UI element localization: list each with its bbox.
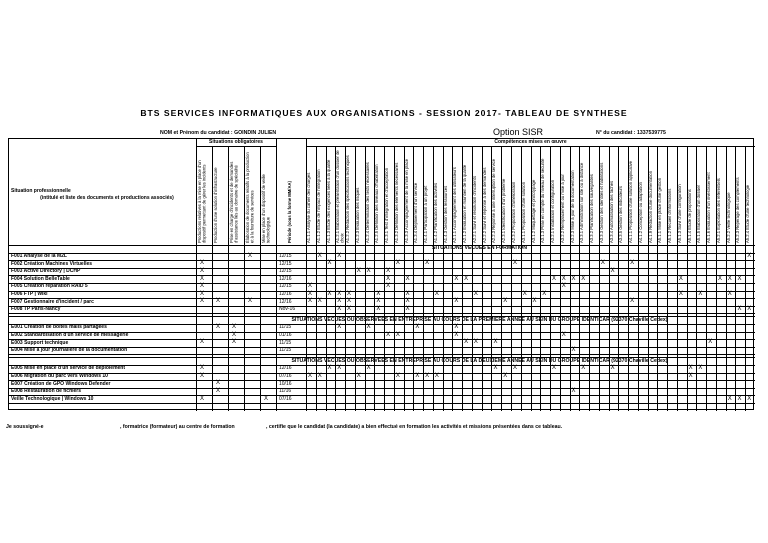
check-mark: X (376, 306, 381, 312)
period-value: 12/15 (279, 252, 292, 259)
check-mark: X (561, 283, 566, 290)
check-mark: X (493, 339, 498, 346)
competence-column-header: A3.3.5 Gestion des indicateurs (618, 185, 624, 243)
check-mark: X (571, 275, 576, 282)
situation-label: E002 Standardisation d'un service de messagerie (11, 331, 129, 338)
grid-line (196, 139, 197, 411)
grid-line (244, 146, 245, 411)
check-mark: X (434, 290, 439, 297)
grid-line (413, 146, 414, 411)
check-mark: X (630, 298, 635, 305)
check-mark: X (216, 388, 221, 394)
period-value: 12/16 (279, 275, 292, 282)
competence-column-header: A1.3.2 Définition des éléments nécessaires (393, 162, 399, 243)
obligatory-column-header: Mise en place d'un dispositif de veille technologique (261, 174, 271, 243)
grid-line (511, 146, 512, 411)
check-mark: X (366, 365, 371, 372)
check-mark: X (688, 365, 693, 372)
situation-label: E003 Support technique (11, 339, 69, 346)
grid-line (648, 146, 649, 411)
check-mark: X (200, 339, 205, 346)
check-mark: X (571, 347, 576, 353)
grid-line (365, 146, 366, 411)
competence-column-header: A2.3.2 Proposition d'amélioration (510, 181, 516, 243)
situation-label: E001 Création de boîtes mails partagées (11, 324, 107, 331)
check-mark: X (376, 290, 381, 297)
check-mark: X (317, 298, 322, 305)
check-mark: X (747, 306, 752, 312)
check-mark: X (216, 324, 221, 331)
grid-line (9, 313, 755, 314)
check-mark: X (200, 298, 205, 305)
grid-line (491, 146, 492, 411)
competence-column-header: A1.4.1 Participation à un projet (423, 185, 429, 243)
grid-line (9, 260, 755, 261)
check-mark: X (356, 372, 361, 379)
check-mark: X (386, 283, 391, 290)
period-value: 12/16 (279, 298, 292, 305)
grid-line (9, 373, 755, 374)
grid-line (212, 146, 213, 411)
check-mark: X (454, 331, 459, 338)
competence-column-header: A5.2.2 Veille technologique (725, 192, 731, 243)
check-mark: X (512, 365, 517, 372)
check-mark: X (337, 252, 342, 259)
period-value: 07/16 (279, 395, 292, 402)
situation-label: F008 TP Paris-Nancy (11, 306, 61, 313)
check-mark: X (747, 395, 752, 402)
grid-line (228, 146, 229, 411)
check-mark: X (327, 365, 332, 372)
check-mark: X (747, 252, 752, 259)
competence-column-header: A1.2.5 Définition des niveaux d'habilitation (374, 164, 380, 243)
check-mark: X (581, 365, 586, 372)
check-mark: X (698, 290, 703, 297)
check-mark: X (503, 372, 508, 379)
period-value: Nov-16 (279, 306, 296, 313)
check-mark: X (717, 275, 722, 282)
check-mark: X (356, 268, 361, 274)
check-mark: X (552, 275, 557, 282)
grid-line (726, 146, 727, 411)
competence-column-header: A5.1.6 Évaluation d'un investissement (706, 172, 712, 243)
situation-label: F004 Solution BelleTable (11, 275, 70, 282)
check-mark: X (610, 268, 615, 274)
competence-column-header: A3.1.2 Maquettage et prototypage (530, 179, 536, 243)
grid-line (589, 146, 590, 411)
situation-label: E008 Restauration de fichiers (11, 388, 82, 395)
competence-column-header: A3.1.1 Proposition d'une solution (520, 181, 526, 243)
check-mark: X (532, 298, 537, 305)
check-mark: X (434, 372, 439, 379)
grid-line (560, 146, 561, 411)
period-value: 12/15 (279, 260, 292, 267)
grid-line (335, 146, 336, 411)
period-value: 12/16 (279, 365, 292, 372)
grid-line (462, 146, 463, 411)
grid-line (452, 146, 453, 411)
check-mark: X (405, 275, 410, 282)
check-mark: X (200, 365, 205, 372)
check-mark: X (232, 324, 237, 331)
check-mark: X (216, 380, 221, 387)
check-mark: X (737, 275, 742, 282)
period-value: 10/16 (279, 380, 292, 387)
check-mark: X (493, 365, 498, 372)
grid-line (9, 388, 755, 389)
competence-column-header: A1.1.1 Analyse du cahier des charges (306, 172, 311, 243)
grid-line (9, 275, 755, 276)
candidate-name: NOM et Prénom du candidat : GOINDIN JULIEN (160, 130, 277, 136)
check-mark: X (425, 260, 430, 267)
competence-column-header: A1.2.3 Évaluation des risques (354, 187, 360, 243)
footer-certification: , certifie que le candidat (la candidate) a bien effectué en formation les activités et missions présentées dans ce tableau. (266, 424, 563, 430)
competence-column-header: A3.2.2 Remplacement ou mise à jour (559, 174, 565, 243)
competence-column-header: A2.3.1 Identification d'un problème (501, 178, 507, 243)
check-mark: X (386, 268, 391, 274)
grid-line (9, 283, 755, 284)
check-mark: X (200, 268, 205, 274)
check-mark: X (415, 324, 420, 331)
check-mark: X (327, 260, 332, 267)
check-mark: X (415, 372, 420, 379)
grid-line (657, 146, 658, 411)
check-mark: X (248, 298, 253, 305)
grid-line (9, 354, 755, 355)
grid-line (687, 146, 688, 411)
grid-line (550, 146, 551, 411)
grid-line (628, 146, 629, 411)
check-mark: X (395, 331, 400, 338)
grid-line (374, 146, 375, 411)
check-mark: X (561, 275, 566, 282)
competence-column-header: A3.2.3 Mise à jour de la documentation (569, 170, 575, 243)
check-mark: X (610, 365, 615, 372)
check-mark: X (317, 372, 322, 379)
check-mark: X (542, 290, 547, 297)
competence-column-header: A5.2.4 Étude d'une technologie (745, 184, 751, 243)
grid-line (638, 146, 639, 411)
period-value: 12/15 (279, 268, 292, 275)
obligatory-column-header: Élaboration de documents relatifs à la production et à la fourniture de services (245, 152, 255, 243)
obligatory-column-header: Prise en charge d'incidents et de demandes d'assistance liés au domaine de spécialité (229, 161, 239, 243)
competence-column-header: A5.1.4 Étude de propositions (686, 189, 692, 243)
grid-line (531, 146, 532, 411)
option-label: Option SISR (493, 127, 544, 137)
competence-column-header: A3.1.3 Prise en compte du niveau de sécurité (540, 158, 546, 243)
grid-line (326, 146, 327, 411)
period-value: 11/15 (279, 347, 292, 354)
grid-line (433, 146, 434, 411)
grid-line (394, 146, 395, 411)
situation-label: F002 Création Machines Virtuelles (11, 260, 93, 267)
check-mark: X (395, 372, 400, 379)
grid-line (482, 146, 483, 411)
competence-column-header: A5.1.1 Mise en place d'une gestion (657, 177, 663, 243)
grid-line (9, 380, 755, 381)
situation-label: F006 FTP | Wiki (11, 290, 48, 297)
competence-column-header: A3.3.4 Automatisation des tâches (608, 180, 614, 243)
grid-line (260, 146, 261, 411)
check-mark: X (200, 372, 205, 379)
check-mark: X (347, 306, 352, 312)
situation-label: E007 Création de GPO Windows Defender (11, 380, 111, 387)
footer-signatory: Je soussigné-e (6, 424, 44, 430)
check-mark: X (464, 275, 469, 282)
section-title: SITUATIONS VECUES OU OBSERVEES EN ENTREPRISE AU COURS DE LA DEUXIEME ANNEE AU SEIN DU GROUPE IDENTICAR (92370 Chaville Cedex) (291, 357, 668, 364)
check-mark: X (708, 339, 713, 346)
grid-line (306, 139, 307, 411)
grid-line (540, 146, 541, 411)
check-mark: X (678, 275, 683, 282)
check-mark: X (386, 331, 391, 338)
check-mark: X (454, 324, 459, 331)
competence-column-header: A3.3.3 Gestion des identités et habilitations (598, 162, 604, 243)
check-mark: X (308, 298, 313, 305)
grid-line (735, 146, 736, 411)
check-mark: X (727, 395, 732, 402)
situation-label: F001 Analyse de la M2L (11, 252, 67, 259)
check-mark: X (308, 290, 313, 297)
period-value: 12/15 (279, 283, 292, 290)
group-competences: Compétences mises en œuvre (494, 139, 567, 145)
check-mark: X (347, 298, 352, 305)
check-mark: X (698, 365, 703, 372)
check-mark: X (522, 290, 527, 297)
situation-label: F005 Création reparation RAID 5 (11, 283, 88, 290)
check-mark: X (248, 252, 253, 259)
competence-column-header: A3.2.1 Installation et configuration (550, 179, 556, 243)
check-mark: X (200, 395, 205, 402)
grid-line (404, 146, 405, 411)
check-mark: X (425, 372, 430, 379)
check-mark: X (337, 290, 342, 297)
competence-column-header: A4.1.9 Rédaction d'une documentation (647, 170, 653, 243)
competence-column-header: A3.3.2 Planification des sauvegardes (589, 174, 595, 243)
grid-line (521, 146, 522, 411)
check-mark: X (308, 372, 313, 379)
period-value: 01/16 (279, 331, 292, 338)
check-mark: X (454, 275, 459, 282)
check-mark: X (337, 306, 342, 312)
check-mark: X (386, 275, 391, 282)
competence-column-header: A3.3.1 Administration sur site ou à distance (579, 162, 585, 243)
check-mark: X (200, 260, 205, 267)
check-mark: X (395, 260, 400, 267)
competence-column-header: A2.2.2 Suivi et réponse à des demandes (481, 167, 487, 243)
check-mark: X (512, 260, 517, 267)
check-mark: X (347, 290, 352, 297)
period-value: 12/16 (279, 290, 292, 297)
check-mark: X (405, 290, 410, 297)
grid-line (9, 339, 755, 340)
check-mark: X (737, 306, 742, 312)
check-mark: X (552, 365, 557, 372)
grid-line (618, 146, 619, 411)
synthesis-table (8, 138, 754, 410)
competence-column-header: A1.1.2 Étude de l'impact de l'intégration (315, 169, 321, 243)
grid-line (9, 253, 755, 254)
grid-line (355, 146, 356, 411)
situation-label: F003 Active Directory | DCHP (11, 268, 81, 275)
check-mark: X (317, 252, 322, 259)
situation-label: E006 Migration du parc vers Windows 10 (11, 372, 108, 379)
competence-column-header: A1.2.1 Élaboration et présentation d'un dossier de choix (335, 150, 345, 243)
competence-column-header: A1.3.1 Test d'intégration et d'acceptation (384, 167, 390, 243)
grid-line (9, 268, 755, 269)
grid-line (316, 146, 317, 411)
grid-line (9, 403, 755, 404)
section-title: SITUATIONS VECUES EN FORMATION (432, 245, 527, 252)
check-mark: X (464, 339, 469, 346)
section-title: SITUATIONS VECUES OU OBSERVEES EN ENTREPRISE AU COURS DE LA PREMIERE ANNEE AU SEIN DU GROUPE IDENTICAR (92370 Chaville Cedex) (291, 316, 668, 323)
competence-column-header: A5.2.3 Repérage des compléments (735, 177, 741, 243)
check-mark: X (571, 388, 576, 394)
grid-line (345, 146, 346, 411)
period-value: 11/15 (279, 339, 292, 346)
check-mark: X (200, 283, 205, 290)
check-mark: X (200, 290, 205, 297)
check-mark: X (366, 268, 371, 274)
period-value: 07/16 (279, 372, 292, 379)
check-mark: X (454, 298, 459, 305)
grid-line (9, 324, 755, 325)
check-mark: X (600, 260, 605, 267)
grid-line (599, 146, 600, 411)
check-mark: X (727, 275, 732, 282)
competence-column-header: A1.4.3 Gestion des ressources (442, 185, 448, 243)
check-mark: X (737, 395, 742, 402)
check-mark: X (630, 260, 635, 267)
grid-line (472, 146, 473, 411)
grid-line (745, 146, 746, 411)
grid-line (9, 291, 755, 292)
grid-line (9, 395, 755, 396)
situation-label: Veille Technologique | Windows 10 (11, 395, 94, 402)
grid-line (276, 139, 277, 411)
situation-header-title: Situation professionnelle (11, 188, 71, 194)
competence-column-header: A1.4.2 Planification des activités (432, 182, 438, 243)
period-value: 11/16 (279, 388, 292, 395)
obligatory-column-header: Productions relatives à la mise en place d'un dispositif permettant de gérer les incidents (197, 160, 207, 243)
check-mark: X (561, 331, 566, 338)
check-mark: X (337, 324, 342, 331)
competence-column-header: A4.1.1 Proposition d'une solution applicative (628, 160, 634, 243)
grid-line (570, 146, 571, 411)
competence-column-header: A4.1.2 Conception ou adaptation (637, 182, 643, 243)
grid-line (384, 146, 385, 411)
check-mark: X (581, 275, 586, 282)
check-mark: X (366, 324, 371, 331)
check-mark: X (337, 365, 342, 372)
grid-line (716, 146, 717, 411)
competence-column-header: A1.2.4 Détermination des tests nécessaires (364, 162, 370, 243)
situation-label: E004 Mise à jour journalière de la documentation (11, 347, 128, 354)
check-mark: X (678, 290, 683, 297)
check-mark: X (405, 298, 410, 305)
competence-column-header: A5.1.2 Recueil d'informations (667, 188, 673, 243)
check-mark: X (308, 283, 313, 290)
check-mark: X (232, 339, 237, 346)
check-mark: X (727, 290, 732, 297)
competence-column-header: A2.2.3 Réponse à une interruption de service (491, 158, 497, 243)
period-value: 11/15 (279, 324, 292, 331)
check-mark: X (264, 395, 269, 402)
grid-line (667, 146, 668, 411)
grid-line (706, 146, 707, 411)
obligatory-column-header: Production d'une solution d'infrastructure (213, 167, 218, 243)
competence-column-header: A5.1.3 Suivi d'une configuration (676, 184, 682, 243)
check-mark: X (376, 298, 381, 305)
competence-column-header: A1.2.2 Rédaction des spécifications techniques (345, 155, 351, 243)
check-mark: X (216, 298, 221, 305)
competence-column-header: A5.2.1 Exploitation des référentiels (715, 178, 721, 243)
competence-column-header: A1.3.3 Accompagnement de la mise en place (403, 158, 409, 243)
grid-line (696, 146, 697, 411)
check-mark: X (473, 290, 478, 297)
situation-label: E005 Mise en place d'un service de déploiement (11, 365, 126, 372)
check-mark: X (232, 331, 237, 338)
period-column-header: Période (sous la forme MM/AA) (287, 181, 292, 243)
competence-column-header: A2.2.1 Suivi et résolution d'incidents (471, 175, 477, 243)
grid-line (677, 146, 678, 411)
grid-line (9, 306, 755, 307)
check-mark: X (473, 339, 478, 346)
check-mark: X (688, 372, 693, 379)
grid-line (423, 146, 424, 411)
competence-column-header: A1.1.3 Étude des exigences liées à la qualité (325, 159, 331, 243)
footer-trainer: , formatrice (formateur) au centre de formation (120, 424, 235, 430)
grid-line (9, 298, 755, 299)
check-mark: X (327, 290, 332, 297)
grid-line (579, 146, 580, 411)
competence-column-header: A5.1.5 Élaboration d'un dossier (696, 184, 702, 243)
check-mark: X (503, 298, 508, 305)
candidate-number: N° du candidat : 1337539775 (596, 130, 666, 136)
competence-column-header: A2.1.1 Accompagnement des utilisateurs (452, 167, 458, 243)
check-mark: X (200, 275, 205, 282)
grid-line (609, 146, 610, 411)
check-mark: X (337, 298, 342, 305)
grid-line (196, 146, 276, 147)
situation-label: F007 Gestionnaire d'incident / parc (11, 298, 94, 305)
competence-column-header: A2.1.2 Évaluation et maintien de la qualité (462, 164, 468, 243)
document-title: BTS SERVICES INFORMATIQUES AUX ORGANISATIONS - SESSION 2017- TABLEAU DE SYNTHESE (140, 108, 628, 118)
situation-header-sub: (intitulé et liste des documents et productions associés) (40, 195, 174, 201)
competence-column-header: A1.3.4 Déploiement d'un service (413, 182, 419, 243)
grid-line (501, 146, 502, 411)
check-mark: X (405, 306, 410, 312)
group-obligatory: Situations obligatoires (209, 139, 263, 145)
grid-line (443, 146, 444, 411)
